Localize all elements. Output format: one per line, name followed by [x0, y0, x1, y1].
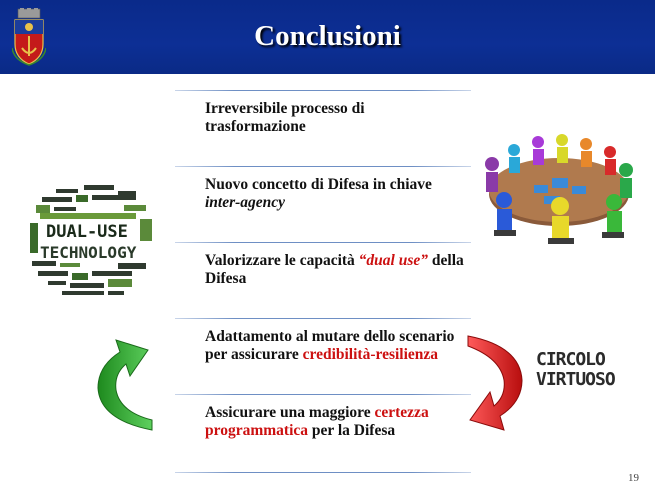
divider [175, 318, 471, 319]
item-text-part: Adattamento al mutare dello scenario per assicurare [205, 328, 455, 363]
item-text-part: inter-agency [205, 194, 286, 211]
slide-header [0, 0, 655, 74]
dual-use-word-cloud-image [28, 183, 156, 301]
item-text-part: certezza programmatica [205, 404, 429, 439]
word-cloud-line2: TECHNOLOGY [40, 243, 137, 262]
divider [175, 90, 471, 91]
item-text [205, 328, 465, 364]
divider [175, 242, 471, 243]
red-cycle-arrow-icon [460, 330, 532, 436]
item-text [205, 100, 465, 136]
item-text-part: Nuovo concetto di Difesa in chiave [205, 176, 432, 193]
item-text-part: Irreversibile processo di trasformazione [205, 100, 365, 135]
word-cloud-line1: DUAL-USE [46, 222, 128, 242]
round-table-meeting-icon [474, 130, 644, 248]
circolo-virtuoso-logo [536, 350, 634, 410]
circolo-line1: CIRCOLO [536, 349, 605, 370]
divider [175, 394, 471, 395]
slide-title: Conclusioni [254, 20, 401, 52]
circolo-line2: VIRTUOSO [536, 369, 615, 390]
item-text-part: “dual use” [358, 252, 429, 269]
item-text [205, 176, 465, 212]
item-text [205, 404, 465, 440]
page-number: 19 [628, 472, 639, 484]
item-text-part: Assicurare una maggiore [205, 404, 375, 421]
item-text-part: credibilità-resilienza [302, 346, 439, 363]
green-cycle-arrow-icon [90, 336, 160, 436]
item-text [205, 252, 465, 288]
item-text-part: Valorizzare le capacità [205, 252, 359, 269]
item-text-part: per la Difesa [308, 422, 396, 439]
item-text-part: della Difesa [205, 252, 464, 287]
divider [175, 166, 471, 167]
divider [175, 472, 471, 473]
